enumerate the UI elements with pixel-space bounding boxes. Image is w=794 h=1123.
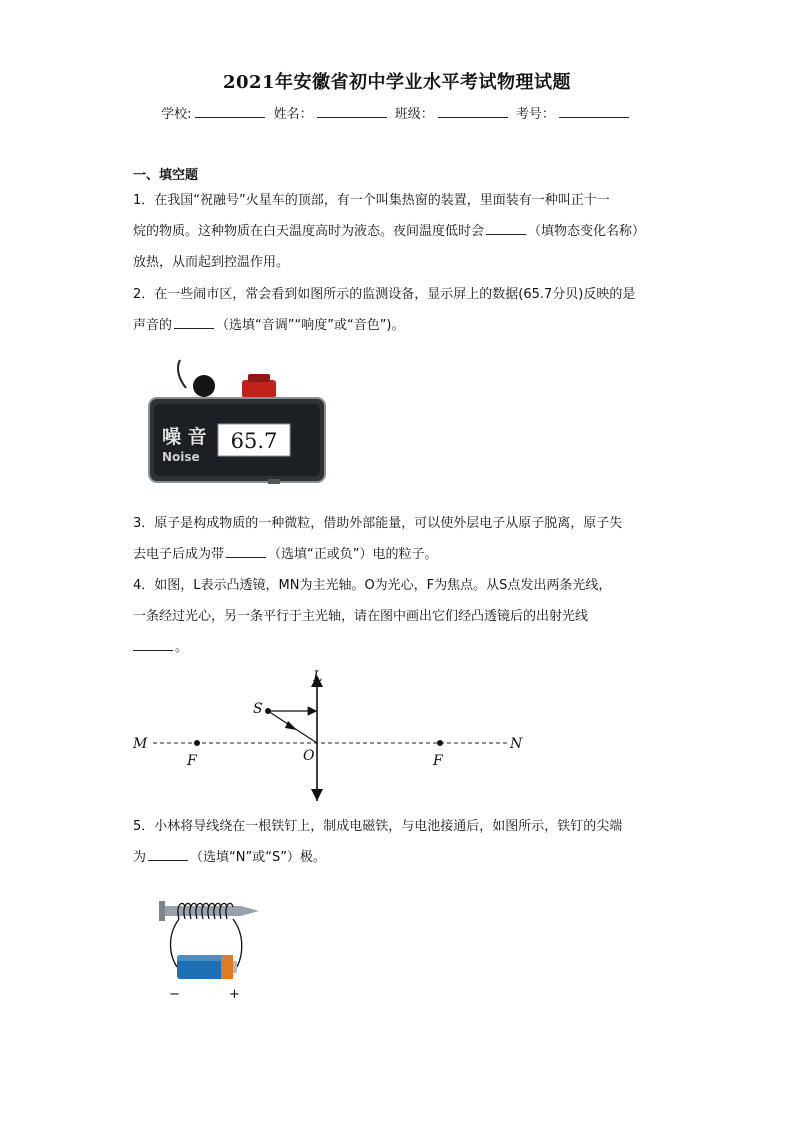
focus-right [437, 740, 443, 746]
meter-label-en: Noise [162, 450, 200, 464]
name-blank [317, 106, 387, 118]
q4-line3 [133, 632, 673, 663]
label-f-left: F [187, 753, 197, 769]
answer-blank [486, 222, 526, 235]
q1-line2-text: 烷的物质。这种物质在白天温度高时为液态。夜间温度低时会 [133, 224, 485, 239]
answer-blank [148, 848, 188, 861]
battery-cap [221, 955, 233, 979]
question-4 [133, 570, 673, 663]
question-5 [133, 811, 673, 873]
q1-line3: 放热，从而起到控温作用。 [133, 255, 290, 270]
q5-line2 [133, 842, 673, 873]
label-n: N [510, 736, 523, 752]
question-1 [133, 185, 673, 278]
q3-line2-hint: （选填“正或负”）电的粒子。 [268, 547, 438, 562]
warning-lamp-top [248, 374, 270, 382]
q4-line1: 4．如图，L表示凸透镜，MN为主光轴。O为光心，F为焦点。从S点发出两条光线， [133, 578, 612, 593]
meter-reading: 65.7 [230, 429, 278, 453]
q3-line2-text: 去电子后成为带 [133, 547, 225, 562]
battery-terminal [233, 961, 237, 973]
answer-blank [226, 545, 266, 558]
q5-line1: 5．小林将导线绕在一根铁钉上，制成电磁铁，与电池接通后，如图所示，铁钉的尖端 [133, 819, 623, 834]
class-label: 班级： [394, 107, 434, 122]
label-o: O [303, 748, 315, 764]
q5-line2-hint: （选填“N”或“S”）极。 [190, 850, 326, 865]
label-s: S [253, 701, 263, 717]
q1-line2-hint: （填物态变化名称） [528, 224, 646, 239]
microphone-cable [178, 360, 186, 388]
q2-line2 [133, 310, 673, 341]
school-blank [195, 106, 265, 118]
warning-lamp [242, 380, 276, 398]
q5-line2-text: 为 [133, 850, 147, 865]
class-blank [438, 106, 508, 118]
q3-line1: 3．原子是构成物质的一种微粒，借助外部能量，可以使外层电子从原子脱离，原子失 [133, 516, 623, 531]
q2-line2-hint: （选填“音调”“响度”或“音色”)。 [216, 318, 405, 333]
lens-bottom-arrow [311, 789, 323, 801]
answer-blank [133, 638, 173, 651]
section-heading: 一、填空题 [133, 168, 199, 183]
meter-label-cn: 噪 音 [162, 426, 207, 448]
q4-line2: 一条经过光心，另一条平行于主光轴，请在图中画出它们经凸透镜后的出射光线 [133, 609, 589, 624]
q2-line1: 2．在一些闹市区，常会看到如图所示的监测设备，显示屏上的数据(65.7分贝)反映的是 [133, 287, 636, 302]
nail-tip [241, 906, 259, 916]
microphone-icon [193, 375, 215, 397]
plus-label: + [229, 987, 240, 1002]
q4-line3-text: 。 [175, 640, 189, 655]
name-label: 姓名： [273, 107, 313, 122]
lens-diagram [125, 665, 535, 805]
label-m: M [133, 736, 148, 752]
id-blank [559, 106, 629, 118]
answer-blank [174, 316, 214, 329]
label-l: L [313, 669, 323, 685]
noise-meter-figure [148, 358, 328, 486]
id-label: 考号： [515, 107, 555, 122]
student-info-row [0, 103, 794, 122]
q1-line1: 1．在我国“祝融号”火星车的顶部，有一个叫集热窗的装置，里面装有一种叫正十一 [133, 193, 610, 208]
label-f-right: F [433, 753, 443, 769]
page-title: 2021年安徽省初中学业水平考试物理试题 [222, 72, 572, 93]
wire-right [233, 919, 242, 967]
meter-latch [268, 479, 280, 484]
focus-left [194, 740, 200, 746]
question-2 [133, 279, 673, 341]
q3-line2 [133, 539, 673, 570]
nail-head [159, 901, 165, 921]
school-label: 学校: [161, 107, 192, 122]
electromagnet-figure [155, 895, 265, 1007]
ray-center-arrow [285, 721, 297, 730]
q2-line2-text: 声音的 [133, 318, 173, 333]
q1-line2 [133, 216, 673, 247]
question-3 [133, 508, 673, 570]
minus-label: − [169, 987, 180, 1002]
